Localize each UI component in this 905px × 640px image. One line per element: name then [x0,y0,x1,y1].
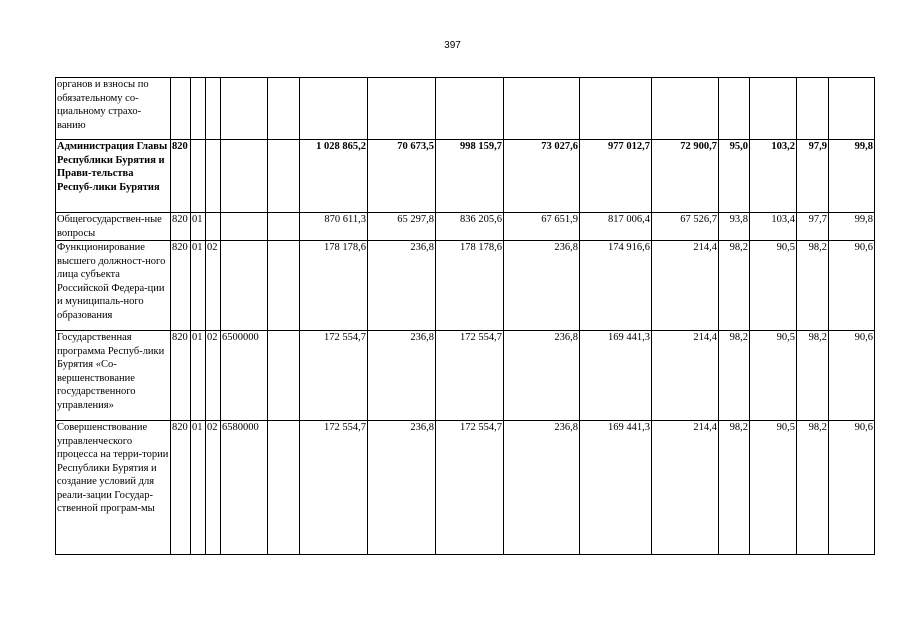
expense-type-code [268,241,300,331]
section-code: 01 [191,213,206,241]
value-4 [504,78,580,140]
percent-2 [750,78,797,140]
value-5: 174 916,6 [580,241,652,331]
value-3: 178 178,6 [436,241,504,331]
value-1 [300,78,368,140]
budget-table [55,77,875,555]
target-article-code [221,213,268,241]
value-6: 72 900,7 [652,140,719,213]
percent-4: 99,8 [829,213,875,241]
percent-1: 98,2 [719,241,750,331]
section-code [191,78,206,140]
percent-1: 98,2 [719,421,750,555]
value-2: 65 297,8 [368,213,436,241]
admin-code: 820 [171,140,191,213]
percent-4 [829,78,875,140]
value-3: 172 554,7 [436,331,504,421]
row-name: Государственная программа Респуб-лики Бурятия «Со-вершенствование государственного управления» [56,331,171,421]
subsection-code: 02 [206,331,221,421]
value-3: 998 159,7 [436,140,504,213]
section-code [191,140,206,213]
admin-code: 820 [171,421,191,555]
value-1: 172 554,7 [300,421,368,555]
value-3: 836 205,6 [436,213,504,241]
subsection-code [206,140,221,213]
expense-type-code [268,140,300,213]
expense-type-code [268,421,300,555]
percent-3: 98,2 [797,421,829,555]
table-row [56,331,875,421]
percent-2: 103,4 [750,213,797,241]
row-name: органов и взносы по обязательному со-циальному страхо-ванию [56,78,171,140]
percent-4: 90,6 [829,241,875,331]
percent-2: 90,5 [750,331,797,421]
subsection-code [206,213,221,241]
table-row [56,241,875,331]
percent-3: 98,2 [797,241,829,331]
value-4: 236,8 [504,241,580,331]
target-article-code [221,78,268,140]
section-code: 01 [191,421,206,555]
table-row [56,213,875,241]
value-3: 172 554,7 [436,421,504,555]
value-2: 236,8 [368,241,436,331]
admin-code: 820 [171,241,191,331]
expense-type-code [268,213,300,241]
percent-1 [719,78,750,140]
subsection-code: 02 [206,241,221,331]
value-5: 169 441,3 [580,421,652,555]
value-6 [652,78,719,140]
value-2: 236,8 [368,331,436,421]
table-row [56,78,875,140]
row-name: Совершенствование управленческого процесса на терри-тории Республики Бурятия и создание условий для реали-зации Государ-ственной програм-мы [56,421,171,555]
percent-3: 97,9 [797,140,829,213]
value-4: 236,8 [504,331,580,421]
value-2 [368,78,436,140]
value-1: 870 611,3 [300,213,368,241]
expense-type-code [268,78,300,140]
value-5: 169 441,3 [580,331,652,421]
value-6: 67 526,7 [652,213,719,241]
table-row [56,140,875,213]
value-4: 236,8 [504,421,580,555]
value-1: 178 178,6 [300,241,368,331]
row-name: Функционирование высшего должност-ного лица субъекта Российской Федера-ции и муниципаль-ного образования [56,241,171,331]
section-code: 01 [191,331,206,421]
row-name: Администрация Главы Республики Бурятия и Прави-тельства Респуб-лики Бурятия [56,140,171,213]
percent-3 [797,78,829,140]
expense-type-code [268,331,300,421]
percent-3: 97,7 [797,213,829,241]
target-article-code: 6580000 [221,421,268,555]
percent-4: 90,6 [829,331,875,421]
value-3 [436,78,504,140]
value-1: 1 028 865,2 [300,140,368,213]
value-5: 977 012,7 [580,140,652,213]
admin-code [171,78,191,140]
value-6: 214,4 [652,241,719,331]
value-2: 70 673,5 [368,140,436,213]
page-number: 397 [444,40,461,51]
percent-4: 90,6 [829,421,875,555]
row-name: Общегосударствен-ные вопросы [56,213,171,241]
value-2: 236,8 [368,421,436,555]
value-4: 67 651,9 [504,213,580,241]
value-6: 214,4 [652,331,719,421]
percent-3: 98,2 [797,331,829,421]
value-1: 172 554,7 [300,331,368,421]
percent-1: 98,2 [719,331,750,421]
target-article-code [221,140,268,213]
section-code: 01 [191,241,206,331]
value-4: 73 027,6 [504,140,580,213]
target-article-code: 6500000 [221,331,268,421]
value-6: 214,4 [652,421,719,555]
admin-code: 820 [171,213,191,241]
value-5 [580,78,652,140]
value-5: 817 006,4 [580,213,652,241]
target-article-code [221,241,268,331]
percent-1: 93,8 [719,213,750,241]
percent-2: 90,5 [750,421,797,555]
admin-code: 820 [171,331,191,421]
percent-1: 95,0 [719,140,750,213]
subsection-code [206,78,221,140]
table-row [56,421,875,555]
subsection-code: 02 [206,421,221,555]
percent-4: 99,8 [829,140,875,213]
percent-2: 90,5 [750,241,797,331]
percent-2: 103,2 [750,140,797,213]
